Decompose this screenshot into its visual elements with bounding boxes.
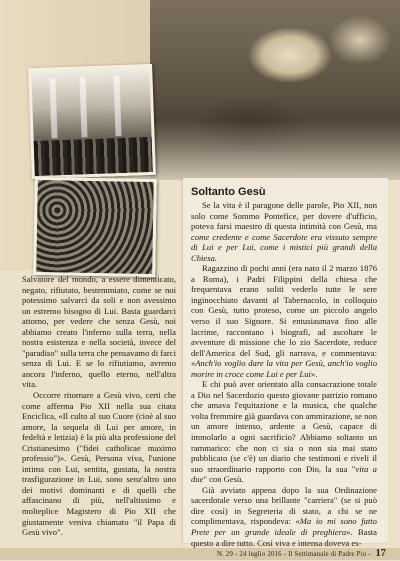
text-run: " con Gesù. [203, 474, 244, 485]
text-run: ». [310, 368, 318, 379]
text-run: Ragazzino di pochi anni (era nato il 2 marzo 1876 a Roma), i Padri Filippini della chiesa che frequentava erano soliti vederlo tutte le sere inginocchiato davanti al Tabernacolo, in colloquio con Gesù, tutto proteso, come un piccolo angelo verso il suo Signore. Si entusiasmava fino alle lacrime, raccontano i biografi, ad ascoltare le avventure di missione che lo zio Sacerdote, reduce dell'America del Sud, gli narrava, e commentava: « [191, 263, 377, 369]
footer-separator: - [366, 551, 373, 558]
photo-column [113, 76, 121, 136]
text-run: ». Basta questo a dire tutto. Così viva e intensa doveva es- [191, 526, 377, 548]
photo-crowd [34, 137, 153, 176]
paragraph [191, 485, 377, 548]
article-left-column [22, 274, 176, 538]
publication-name: Il Settimanale di Padre Pio [288, 551, 367, 558]
page-number: 17 [375, 548, 386, 559]
italic-run: come credente e come Sacerdote era vissuto sempre di Lui e per Lui, come i mistici più grandi della Chiesa. [191, 231, 377, 263]
article-right-column [191, 186, 377, 548]
header-photo-fade [150, 120, 400, 180]
paragraph: Salvatore del mondo, a essere dimenticato, negato, rifiutato, bestemmiato, come se noi potessimo salvarci da soli e non avessimo un estremo bisogno di Lui. Basta guardarci attorno, per vedere che senza Gesù, noi abbiamo creato l'inferno sulla terra, nella nostra esistenza e nella società, invece del "paradiso" sulla terra che pensavamo di farci senza di Lui. E se lo rifiutiamo, avremo ancora l'inferno, quello eterno, nell'altra vita. [22, 274, 176, 390]
inset-photo-procession [28, 64, 156, 179]
photo-column [79, 77, 87, 137]
text-run: Se la vita è il paragone delle parole, Pio XII, non solo come Sommo Pontefice, per dovere d'ufficio, poteva farsi maestro di questa intimità con Gesù, ma [191, 200, 377, 232]
text-run: Già avviato appena dopo la sua Ordinazione sacerdotale verso una brillante "carriera" (se si può dire così) in Segreteria di stato, a chi se ne complimentava, rispondeva: « [191, 484, 377, 527]
inset-photo-crowd [33, 177, 157, 277]
footer-separator: - [281, 551, 289, 558]
photo-column [49, 78, 57, 138]
italic-run: vita a due [191, 463, 377, 485]
paragraph [191, 379, 377, 484]
page-footer [217, 548, 386, 561]
italic-run: Anch'io voglio dare la vita per Gesù, anch'io voglio morire in croce come Lui e per Lui [191, 358, 377, 379]
paragraph [191, 200, 377, 263]
issue-info: N. 29 - 24 luglio 2016 [216, 551, 282, 558]
italic-run: Ma io mi sono fatto Prete per un grande ideale di preghiera [191, 516, 377, 537]
section-heading: Soltanto Gesù [191, 186, 266, 198]
paragraph: Occorre ritornare a Gesù vivo, certi che come afferma Pio XII nella sua citata Enciclica, «Il culto al suo Cuore (cioè al suo amore, la sequela di Lui per amore, in fedeltà e letizia) è la più alta professione del Cristianesimo ("fidei catholicae maximo professio")». Gesù, Persona viva, l'unione intima con Lui, sentita, gustata, la nostra trasfigurazione in Lui, sono senz'altro uno dei motivi dominanti e di quelli che affascinano di più, nell'altissimo e molteplice Magistero di Pio XII che giustamente veniva chiamato "il Papa di Gesù vivo". [22, 390, 176, 538]
text-run: E chi può aver orientato alla consacrazione totale a Dio nel Sacerdozio questo giovane patrizio romano che amava l'equitazione e la musica, che qualche volta fremmire già guardava con ammirazione, se non un amore intenso, ardente a Gesù, capace di immolarlo a ogni sacrificio? Abbiamo soltanto un rammarico: che non ci sia o non sia mai stato pubblicato (se c'è) un diario che testimoni e riveli il suo straordinario rapporto con Dio, la sua " [191, 379, 377, 474]
paragraph [191, 263, 377, 379]
